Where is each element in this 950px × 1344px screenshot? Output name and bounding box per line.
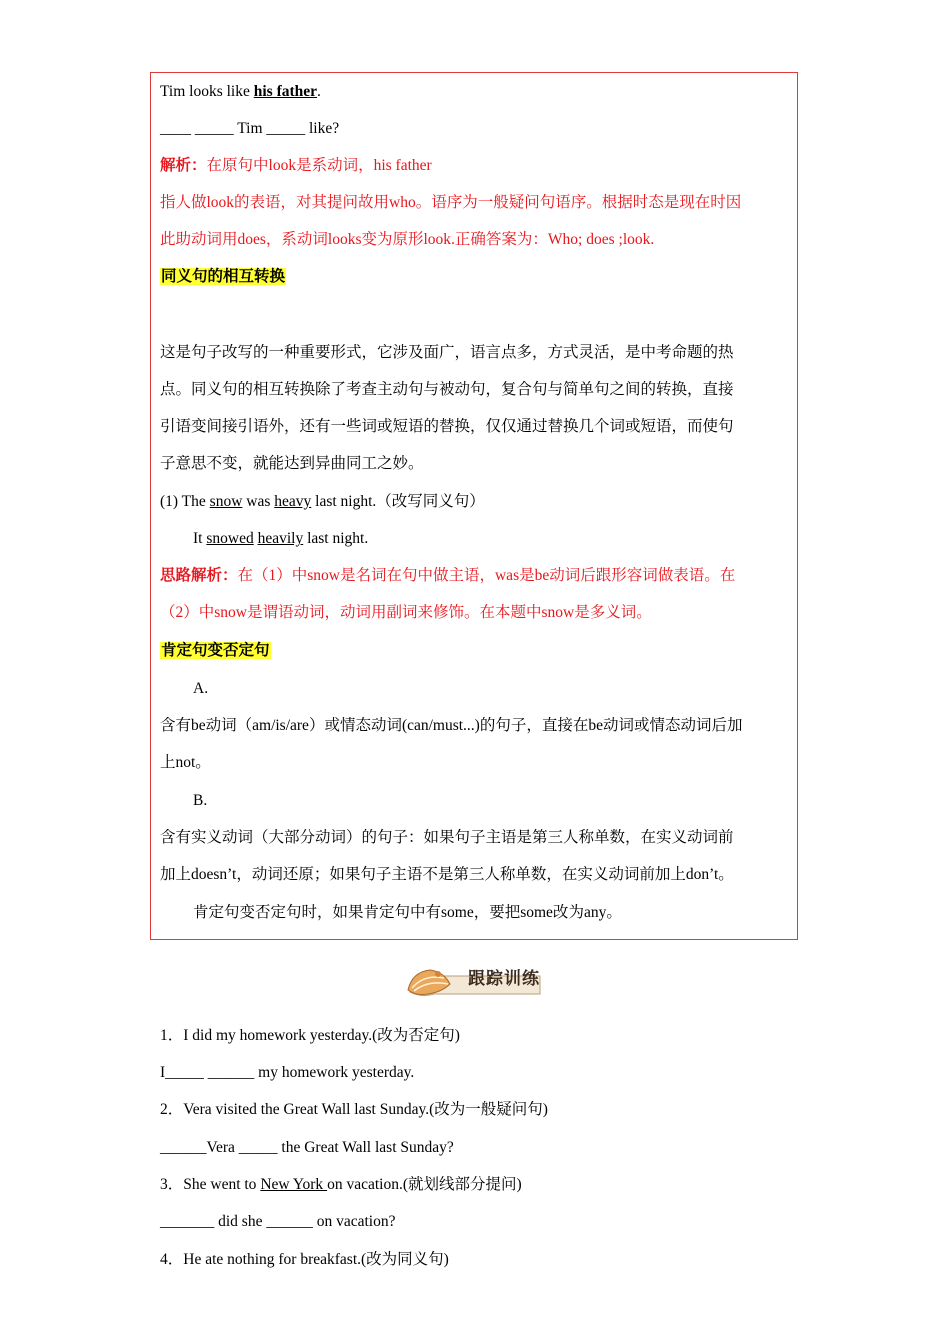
para1-line-1: 这是句子改写的一种重要形式，它涉及面广，语言点多，方式灵活，是中考命题的热 bbox=[160, 344, 734, 361]
question-blank-line: ____ _____ Tim _____ like? bbox=[160, 120, 340, 137]
thinking-analysis-line-2: （2）中snow是谓语动词，动词用副词来修饰。在本题中snow是多义词。 bbox=[160, 604, 652, 621]
rule-b-label: B. bbox=[193, 792, 208, 809]
example-2: It snowed heavily last night. bbox=[193, 530, 369, 547]
exercise-1-answer: I_____ ______ my homework yesterday. bbox=[160, 1064, 415, 1081]
rule-a-line-2: 上not。 bbox=[160, 754, 211, 771]
heading-synonym: 同义句的相互转换 bbox=[161, 268, 286, 285]
analysis-label: 解析： bbox=[160, 157, 207, 174]
exercise-2-question: 2．Vera visited the Great Wall last Sunday.(改为一般疑问句) bbox=[160, 1101, 548, 1118]
analysis-line-3: 此助动词用does，系动词looks变为原形look.正确答案为：Who; does ;look. bbox=[160, 231, 655, 248]
rule-b-line-2: 加上doesn’t，动词还原；如果句子主语不是第三人称单数，在实义动词前加上don’t。 bbox=[160, 866, 734, 883]
thinking-analysis-line-1: 思路解析：在（1）中snow是名词在句中做主语，was是be动词后跟形容词做表语。在 bbox=[160, 567, 736, 584]
exercise-3-answer: _______ did she ______ on vacation? bbox=[160, 1213, 396, 1230]
rule-b-line-1: 含有实义动词（大部分动词）的句子：如果句子主语是第三人称单数，在实义动词前 bbox=[160, 829, 734, 846]
heading-negative: 肯定句变否定句 bbox=[161, 642, 270, 659]
para1-line-4: 子意思不变，就能达到异曲同工之妙。 bbox=[160, 455, 424, 472]
exercise-3-question: 3．She went to New York on vacation.(就划线部分提问) bbox=[160, 1176, 522, 1193]
question-sentence: Tim looks like his father. bbox=[160, 83, 321, 100]
exercise-2-answer: ______Vera _____ the Great Wall last Sunday? bbox=[160, 1139, 454, 1156]
exercise-4-question: 4．He ate nothing for breakfast.(改为同义句) bbox=[160, 1251, 449, 1268]
rule-a-line-1: 含有be动词（am/is/are）或情态动词(can/must...)的句子，直接在be动词或情态动词后加 bbox=[160, 717, 743, 734]
para1-line-3: 引语变间接引语外，还有一些词或短语的替换，仅仅通过替换几个词或短语，而使句 bbox=[160, 418, 734, 435]
rule-a-label: A. bbox=[193, 680, 209, 697]
exercise-1-question: 1．I did my homework yesterday.(改为否定句) bbox=[160, 1027, 460, 1044]
example-1: (1) The snow was heavy last night.（改写同义句） bbox=[160, 493, 485, 510]
analysis-line-1: 解析：在原句中look是系动词，his father bbox=[160, 157, 432, 174]
underlined-phrase: his father bbox=[253, 83, 318, 100]
para1-line-2: 点。同义句的相互转换除了考查主动句与被动句，复合句与简单句之间的转换，直接 bbox=[160, 381, 734, 398]
analysis-line-2: 指人做look的表语，对其提问故用who。语序为一般疑问句语序。根据时态是现在时因 bbox=[160, 194, 742, 211]
rule-c-line: 肯定句变否定句时，如果肯定句中有some，要把some改为any。 bbox=[193, 904, 622, 921]
banner-title: 跟踪训练 bbox=[468, 969, 540, 989]
thinking-analysis-label: 思路解析： bbox=[160, 567, 238, 584]
